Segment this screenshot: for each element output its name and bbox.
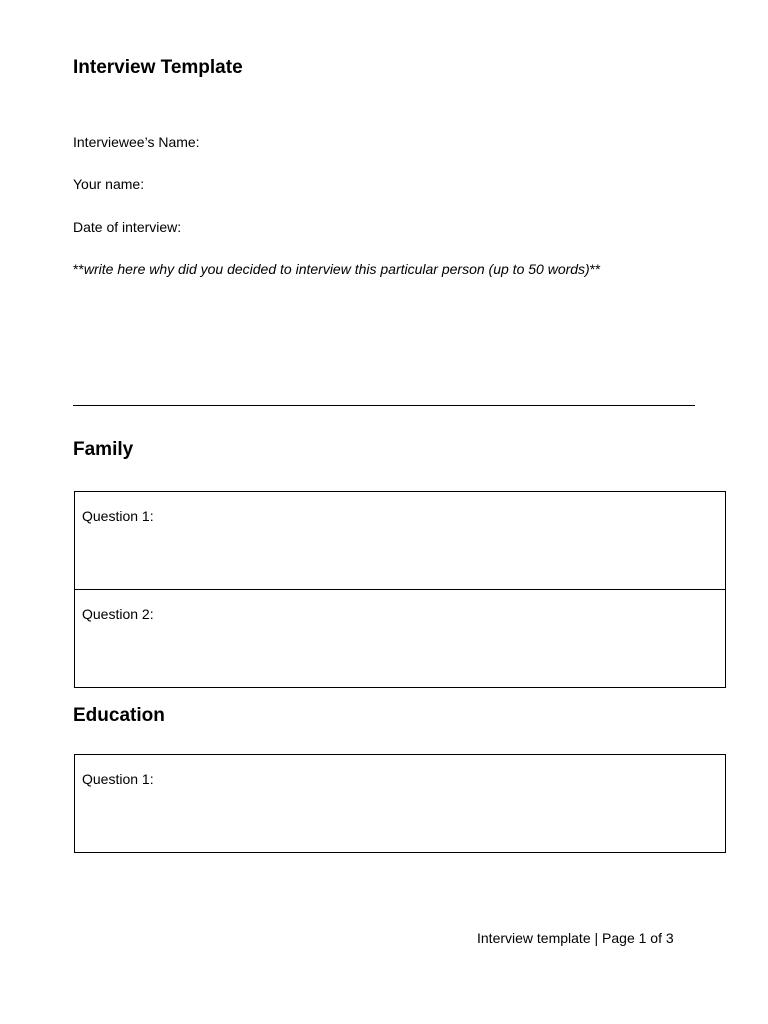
family-question-2-cell[interactable] [75, 590, 726, 688]
interviewee-name-label: Interviewee’s Name: [73, 134, 200, 150]
table-row [75, 755, 726, 853]
footer-separator: | [590, 930, 603, 946]
your-name-label: Your name: [73, 176, 145, 192]
question-label: Question 1: [82, 771, 154, 787]
family-questions-table [74, 491, 726, 688]
instruction-prefix: ** [73, 261, 84, 277]
instruction-text: write here why did you decided to interview this particular person (up to 50 words) [83, 261, 590, 277]
education-questions-table [74, 754, 726, 853]
page-title: Interview Template [73, 57, 243, 78]
instruction-note [73, 261, 601, 277]
table-row [75, 492, 726, 590]
table-row [75, 590, 726, 688]
question-label: Question 2: [82, 606, 154, 622]
section-heading-family: Family [73, 439, 134, 460]
interview-date-label: Date of interview: [73, 219, 182, 235]
section-heading-education: Education [73, 705, 165, 726]
page-number: Page 1 of 3 [602, 930, 674, 946]
footer-label: Interview template [477, 930, 591, 946]
family-question-1-cell[interactable] [75, 492, 726, 590]
question-label: Question 1: [82, 508, 154, 524]
horizontal-divider [73, 405, 695, 406]
instruction-suffix: ** [589, 261, 601, 277]
page-footer [477, 930, 674, 946]
education-question-1-cell[interactable] [75, 755, 726, 853]
